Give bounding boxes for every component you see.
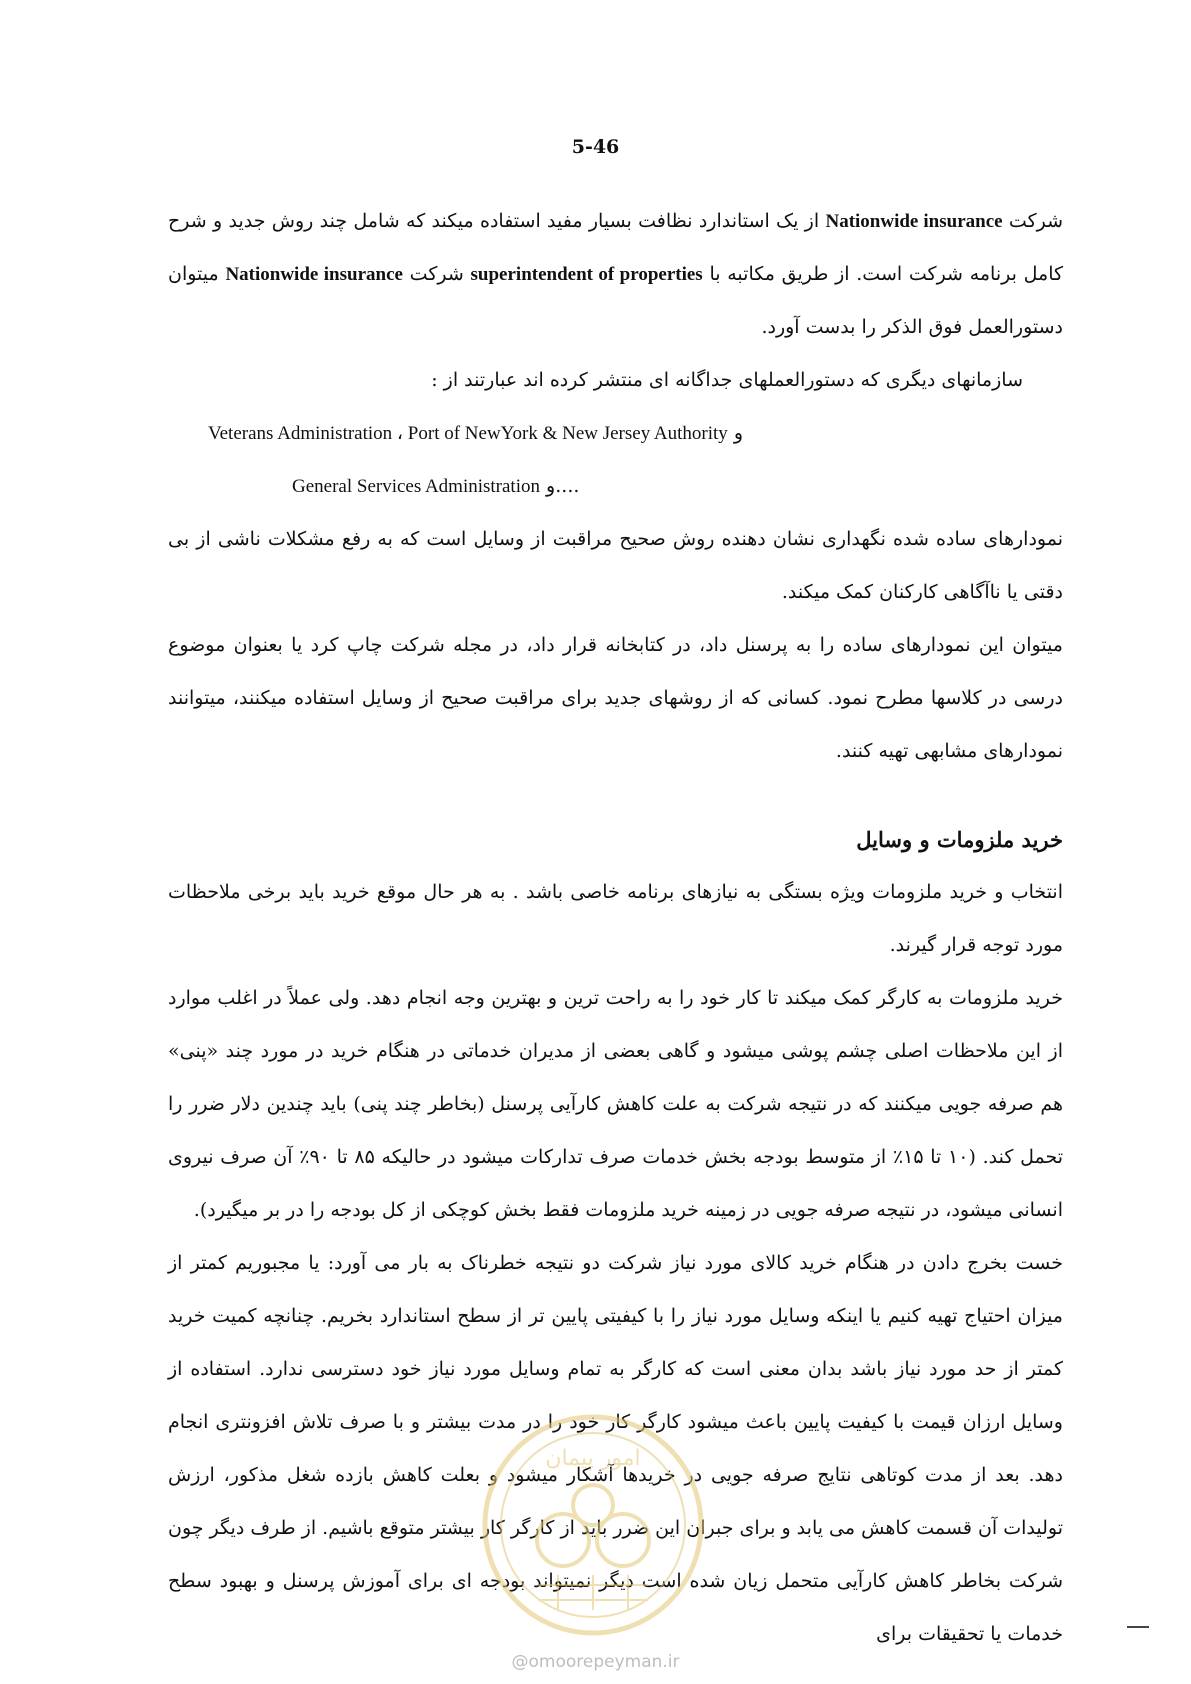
paragraph-6: خرید ملزومات به کارگر کمک میکند تا کار خود را به راحت ترین و بهترین وجه انجام دهد. ولی عملاً در اغلب موارد از این ملاحظات اصلی چشم پوشی میشود و گاهی بعضی از مدیران خدماتی در هنگام خرید در مورد چند «پنی» هم صرفه جویی میکنند که در نتیجه شرکت به علت کاهش کارآیی پرسنل (بخاطر چند پنی) باید چندین دلار ضرر را تحمل کند. (۱۰ تا ۱۵٪ از متوسط بودجه بخش خدمات صرف تدارکات میشود در حالیکه ۸۵ تا ۹۰٪ آن صرف نیروی انسانی میشود، در نتیجه صرفه جویی در زمینه خرید ملزومات فقط بخش کوچکی از کل بودجه را در بر میگیرد). xyxy=(168,987,1064,1221)
paragraph-5: انتخاب و خرید ملزومات ویژه بستگی به نیازهای برنامه خاصی باشد . به هر حال موقع خرید باید برخی ملاحظات مورد توجه قرار گیرند. xyxy=(168,881,1063,956)
english-term: Nationwide insurance xyxy=(225,264,403,285)
watermark-logo-text: امور پیمان xyxy=(545,1446,641,1471)
english-term: superintendent of properties xyxy=(470,264,703,285)
paragraph-2: سازمانهای دیگری که دستورالعملهای جداگانه ای منتشر کرده اند عبارتند از : xyxy=(431,369,1023,391)
organizations-line-2: General Services Administration و.... xyxy=(292,475,580,497)
section-title: خرید ملزومات و وسایل xyxy=(856,827,1063,852)
paragraph-1: شرکت Nationwide insurance از یک استاندارد نظافت بسیار مفید استفاده میکند که شامل چند روش جدید و شرح کامل برنامه شرکت است. از طریق مکاتبه با superintendent of properties شرکت Nationwide insurance میتوان دستورالعمل فوق الذکر را بدست آورد. xyxy=(168,210,1064,338)
page-corner-mark xyxy=(1127,1626,1149,1628)
english-term: Nationwide insurance xyxy=(825,211,1003,232)
watermark-logo xyxy=(478,1410,708,1640)
paragraph-4: میتوان این نمودارهای ساده را به پرسنل داد، در کتابخانه قرار داد، در مجله شرکت چاپ کرد یا بعنوان موضوع درسی در کلاسها مطرح نمود. کسانی که از روشهای جدید برای مراقبت صحیح از وسایل استفاده میکنند، میتوانند نمودارهای مشابهی تهیه کنند. xyxy=(168,634,1063,762)
organizations-line-1: Veterans Administration ، Port of NewYork & New Jersey Authority و xyxy=(208,422,744,444)
paragraph-3: نمودارهای ساده شده نگهداری نشان دهنده روش صحیح مراقبت از وسایل است که به رفع مشکلات ناشی از بی دقتی یا ناآگاهی کارکنان کمک میکند. xyxy=(168,528,1063,603)
paragraph-7: خست بخرج دادن در هنگام خرید کالای مورد نیاز شرکت دو نتیجه خطرناک به بار می آورد: یا مجبوریم کمتر از میزان احتیاج تهیه کنیم یا اینکه وسایل مورد نیاز را با کیفیتی پایین تر از سطح استاندارد بخریم. چنانچه کمیت خرید کمتر از حد مورد نیاز باشد بدان معنی است که کارگر به تمام وسایل مورد نیاز خود دسترسی ندارد. استفاده از وسایل ارزان قیمت با کیفیت پایین باعث میشود کارگر کار خود را در مدت بیشتر و با صرف تلاش افزونتری انجام دهد. بعد از مدت کوتاهی نتایج صرفه جویی در خریدها آشکار میشود و بعلت کاهش بازده شغل مذکور، ارزش تولیدات آن قسمت کاهش می یابد و برای جبران این ضرر باید از کارگر کار بیشتر متوقع باشیم. از طرف دیگر چون شرکت بخاطر کاهش کارآیی متحمل زیان شده است دیگر نمیتواند بودجه ای برای آموزش پرسنل و بهبود سطح خدمات یا تحقیقات برای xyxy=(168,1252,1063,1645)
page-number: 5-46 xyxy=(571,136,620,158)
watermark-site: @omoorepeyman.ir xyxy=(511,1652,680,1672)
